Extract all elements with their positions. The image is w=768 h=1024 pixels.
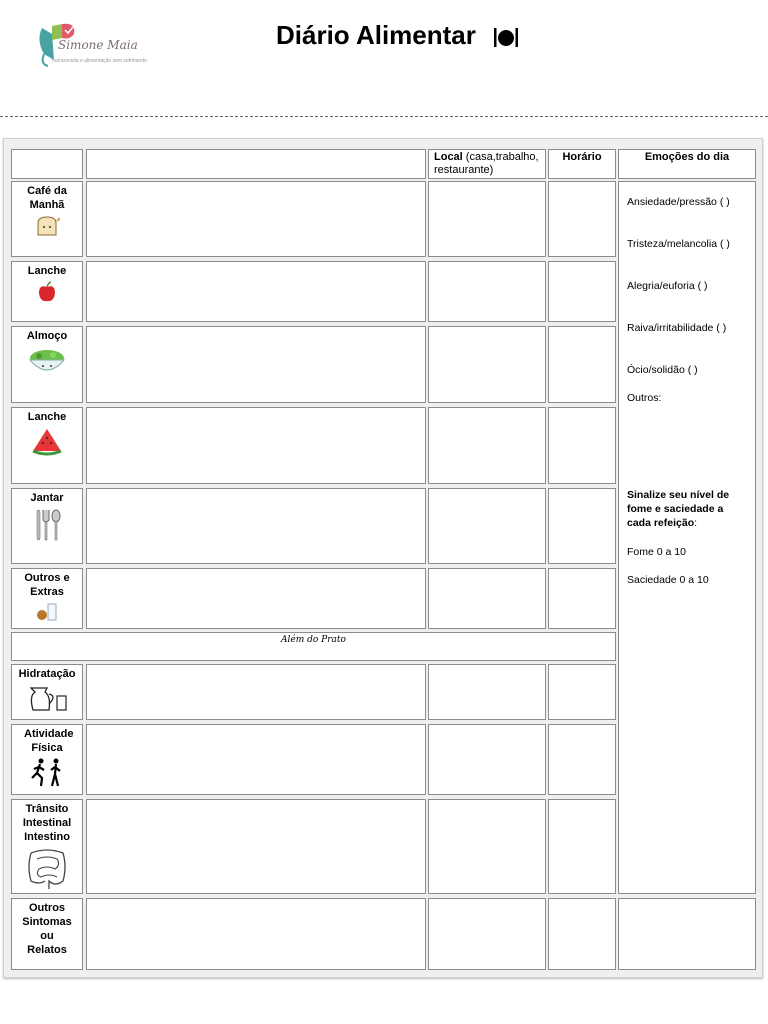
watermelon-icon — [31, 427, 63, 457]
header-local: Local (casa,trabalho, restaurante) — [428, 149, 546, 179]
food-diary-table — [3, 138, 763, 978]
logo-tagline: nutricionista e alimentação sem sofrimento — [52, 58, 147, 64]
lanche-1-description-cell[interactable] — [86, 261, 426, 322]
apple-icon — [37, 281, 57, 303]
salad-icon — [27, 346, 67, 378]
divider-line — [0, 116, 768, 117]
row-label-outros-extras: Outros e Extras — [11, 568, 83, 629]
row-label-cafe: Café da Manhã — [11, 181, 83, 257]
atividade-horario-cell[interactable] — [548, 724, 616, 795]
lanche-1-local-cell[interactable] — [428, 261, 546, 322]
intestine-icon — [25, 847, 69, 889]
almoco-local-cell[interactable] — [428, 326, 546, 403]
cookie-milk-icon — [35, 602, 59, 622]
emotion-alegria[interactable]: Alegria/euforia ( ) — [627, 280, 708, 292]
row-label-jantar: Jantar — [11, 488, 83, 564]
lanche-1-horario-cell[interactable] — [548, 261, 616, 322]
row-label-outros-sintomas: Outros Sintomas ou Relatos — [11, 898, 83, 970]
hidratacao-description-cell[interactable] — [86, 664, 426, 720]
outros-sintomas-emocoes-cell[interactable] — [618, 898, 756, 970]
emotion-tristeza[interactable]: Tristeza/melancolia ( ) — [627, 238, 730, 250]
outros-sintomas-horario-cell[interactable] — [548, 898, 616, 970]
water-jug-icon — [25, 684, 69, 714]
outros-extras-horario-cell[interactable] — [548, 568, 616, 629]
logo-name: Simone Maia — [58, 38, 138, 52]
lanche-2-description-cell[interactable] — [86, 407, 426, 484]
hidratacao-horario-cell[interactable] — [548, 664, 616, 720]
hidratacao-local-cell[interactable] — [428, 664, 546, 720]
atividade-description-cell[interactable] — [86, 724, 426, 795]
hunger-scale-saciedade: Saciedade 0 a 10 — [627, 574, 709, 586]
hunger-instruction: Sinalize seu nível de fome e saciedade a cada refeição: — [627, 489, 730, 529]
outros-sintomas-local-cell[interactable] — [428, 898, 546, 970]
runners-icon — [29, 758, 65, 788]
row-label-almoco: Almoço — [11, 326, 83, 403]
cafe-local-cell[interactable] — [428, 181, 546, 257]
header-blank-description — [86, 149, 426, 179]
emotion-raiva[interactable]: Raiva/irritabilidade ( ) — [627, 322, 727, 334]
transito-description-cell[interactable] — [86, 799, 426, 894]
jantar-description-cell[interactable] — [86, 488, 426, 564]
transito-horario-cell[interactable] — [548, 799, 616, 894]
almoco-horario-cell[interactable] — [548, 326, 616, 403]
emotions-panel — [618, 181, 756, 894]
row-label-atividade-fisica: Atividade Física — [11, 724, 83, 795]
plate-cutlery-icon — [491, 26, 521, 48]
row-label-transito-intestinal: Trânsito Intestinal Intestino — [11, 799, 83, 894]
header-horario: Horário — [548, 149, 616, 179]
lanche-2-local-cell[interactable] — [428, 407, 546, 484]
header-emocoes: Emoções do dia — [618, 149, 756, 179]
toast-icon — [34, 215, 60, 237]
transito-local-cell[interactable] — [428, 799, 546, 894]
lanche-2-horario-cell[interactable] — [548, 407, 616, 484]
cafe-description-cell[interactable] — [86, 181, 426, 257]
section-divider-alem-do-prato: Além do Prato — [11, 632, 616, 661]
almoco-description-cell[interactable] — [86, 326, 426, 403]
row-label-hidratacao: Hidratação — [11, 664, 83, 720]
page-title — [276, 20, 521, 51]
emotion-ocio[interactable]: Ócio/solidão ( ) — [627, 364, 698, 376]
header-blank-label — [11, 149, 83, 179]
outros-extras-description-cell[interactable] — [86, 568, 426, 629]
cafe-horario-cell[interactable] — [548, 181, 616, 257]
jantar-local-cell[interactable] — [428, 488, 546, 564]
cutlery-icon — [32, 508, 62, 542]
emotion-outros[interactable]: Outros: — [627, 392, 662, 404]
title-text: Diário Alimentar — [276, 20, 476, 50]
outros-sintomas-description-cell[interactable] — [86, 898, 426, 970]
emotion-ansiedade[interactable]: Ansiedade/pressão ( ) — [627, 196, 730, 208]
jantar-horario-cell[interactable] — [548, 488, 616, 564]
row-label-lanche-2: Lanche — [11, 407, 83, 484]
row-label-lanche-1: Lanche — [11, 261, 83, 322]
hunger-scale-fome: Fome 0 a 10 — [627, 546, 686, 558]
atividade-local-cell[interactable] — [428, 724, 546, 795]
outros-extras-local-cell[interactable] — [428, 568, 546, 629]
